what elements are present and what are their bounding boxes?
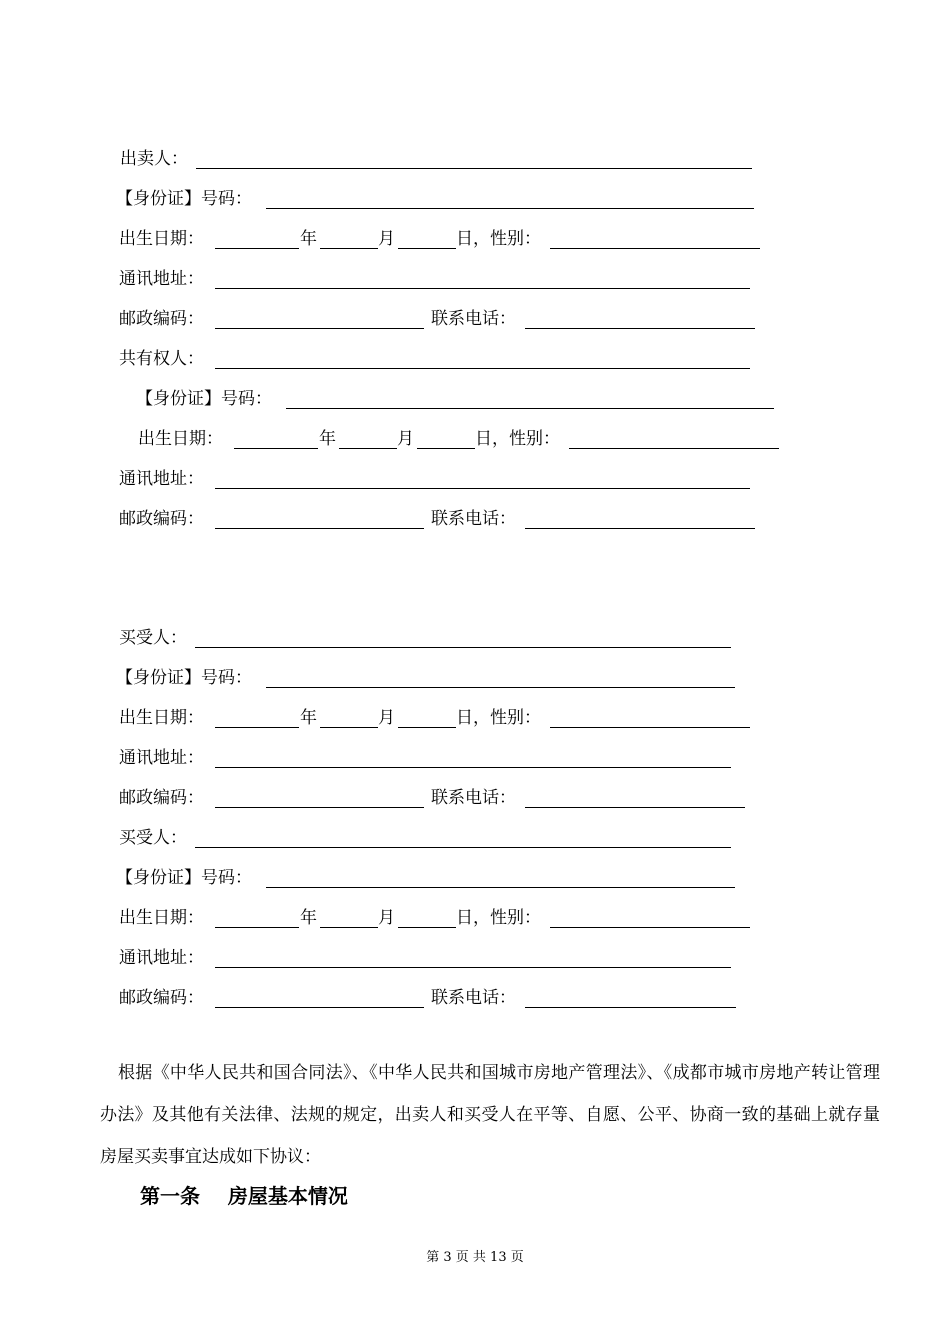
buyer2-name-label: 买受人： [119, 828, 187, 848]
buyer1-phone-label: 联系电话： [431, 788, 516, 808]
co-owner-day-gender-label: 日，性别： [475, 429, 560, 449]
seller-name-label: 出卖人： [120, 149, 188, 169]
seller-name-field[interactable] [196, 168, 752, 169]
seller-phone-field[interactable] [525, 328, 755, 329]
seller-postcode-label: 邮政编码： [119, 309, 204, 329]
buyer2-month-label: 月 [378, 908, 395, 928]
buyer1-year-label: 年 [300, 708, 317, 728]
buyer1-phone-field[interactable] [525, 807, 745, 808]
intro-paragraph: 根据《中华人民共和国合同法》、《中华人民共和国城市房地产管理法》、《成都市城市房地产转让管理办法》及其他有关法律、法规的规定，出卖人和买受人在平等、自愿、公平、协商一致的基础上就存量房屋买卖事宜达成如下协议： [100, 1063, 880, 1167]
seller-id-field[interactable] [266, 208, 754, 209]
buyer2-birth-label: 出生日期： [119, 908, 204, 928]
buyer2-id-field[interactable] [266, 887, 735, 888]
buyer1-id-field[interactable] [266, 687, 735, 688]
buyer2-birth-day-field[interactable] [398, 927, 456, 928]
buyer2-birth-year-field[interactable] [215, 927, 299, 928]
buyer1-gender-field[interactable] [550, 727, 750, 728]
co-owner-month-label: 月 [397, 429, 414, 449]
buyer2-address-field[interactable] [215, 967, 731, 968]
buyer2-postcode-label: 邮政编码： [119, 988, 204, 1008]
buyer2-day-gender-label: 日，性别： [456, 908, 541, 928]
buyer1-birth-day-field[interactable] [398, 727, 456, 728]
buyer1-birth-month-field[interactable] [320, 727, 378, 728]
seller-month-label: 月 [378, 229, 395, 249]
buyer1-name-field[interactable] [195, 647, 731, 648]
co-owner-postcode-label: 邮政编码： [119, 509, 204, 529]
seller-birth-year-field[interactable] [215, 248, 299, 249]
buyer1-name-label: 买受人： [119, 628, 187, 648]
co-owner-phone-field[interactable] [525, 528, 755, 529]
seller-phone-label: 联系电话： [431, 309, 516, 329]
seller-birth-label: 出生日期： [119, 229, 204, 249]
co-owner-gender-field[interactable] [569, 448, 779, 449]
buyer2-address-label: 通讯地址： [119, 948, 204, 968]
co-owner-birth-label: 出生日期： [138, 429, 223, 449]
seller-gender-field[interactable] [550, 248, 760, 249]
seller-day-gender-label: 日，性别： [456, 229, 541, 249]
seller-birth-month-field[interactable] [320, 248, 378, 249]
co-owner-address-label: 通讯地址： [119, 469, 204, 489]
buyer1-id-label: 【身份证】号码： [116, 668, 252, 688]
buyer1-month-label: 月 [378, 708, 395, 728]
buyer2-phone-field[interactable] [525, 1007, 736, 1008]
co-owner-id-field[interactable] [286, 408, 774, 409]
co-owner-name-label: 共有权人： [119, 349, 204, 369]
co-owner-birth-year-field[interactable] [234, 448, 318, 449]
buyer1-birth-year-field[interactable] [215, 727, 299, 728]
buyer2-birth-month-field[interactable] [320, 927, 378, 928]
buyer2-id-label: 【身份证】号码： [116, 868, 252, 888]
page-number-footer: 第 3 页 共 13 页 [426, 1250, 524, 1265]
buyer2-phone-label: 联系电话： [431, 988, 516, 1008]
co-owner-birth-month-field[interactable] [339, 448, 397, 449]
buyer2-postcode-field[interactable] [215, 1007, 424, 1008]
seller-address-field[interactable] [215, 288, 750, 289]
co-owner-phone-label: 联系电话： [431, 509, 516, 529]
co-owner-id-label: 【身份证】号码： [136, 389, 272, 409]
co-owner-address-field[interactable] [215, 488, 750, 489]
seller-address-label: 通讯地址： [119, 269, 204, 289]
co-owner-birth-day-field[interactable] [417, 448, 475, 449]
co-owner-year-label: 年 [319, 429, 336, 449]
seller-id-label: 【身份证】号码： [116, 189, 252, 209]
buyer1-postcode-label: 邮政编码： [119, 788, 204, 808]
co-owner-postcode-field[interactable] [215, 528, 424, 529]
buyer2-year-label: 年 [300, 908, 317, 928]
buyer1-day-gender-label: 日，性别： [456, 708, 541, 728]
buyer1-postcode-field[interactable] [215, 807, 424, 808]
seller-year-label: 年 [300, 229, 317, 249]
buyer1-birth-label: 出生日期： [119, 708, 204, 728]
seller-postcode-field[interactable] [215, 328, 424, 329]
buyer2-gender-field[interactable] [550, 927, 750, 928]
co-owner-name-field[interactable] [215, 368, 750, 369]
seller-birth-day-field[interactable] [398, 248, 456, 249]
buyer1-address-label: 通讯地址： [119, 748, 204, 768]
buyer2-name-field[interactable] [195, 847, 731, 848]
article-heading: 第一条 房屋基本情况 [140, 1184, 348, 1208]
buyer1-address-field[interactable] [215, 767, 731, 768]
